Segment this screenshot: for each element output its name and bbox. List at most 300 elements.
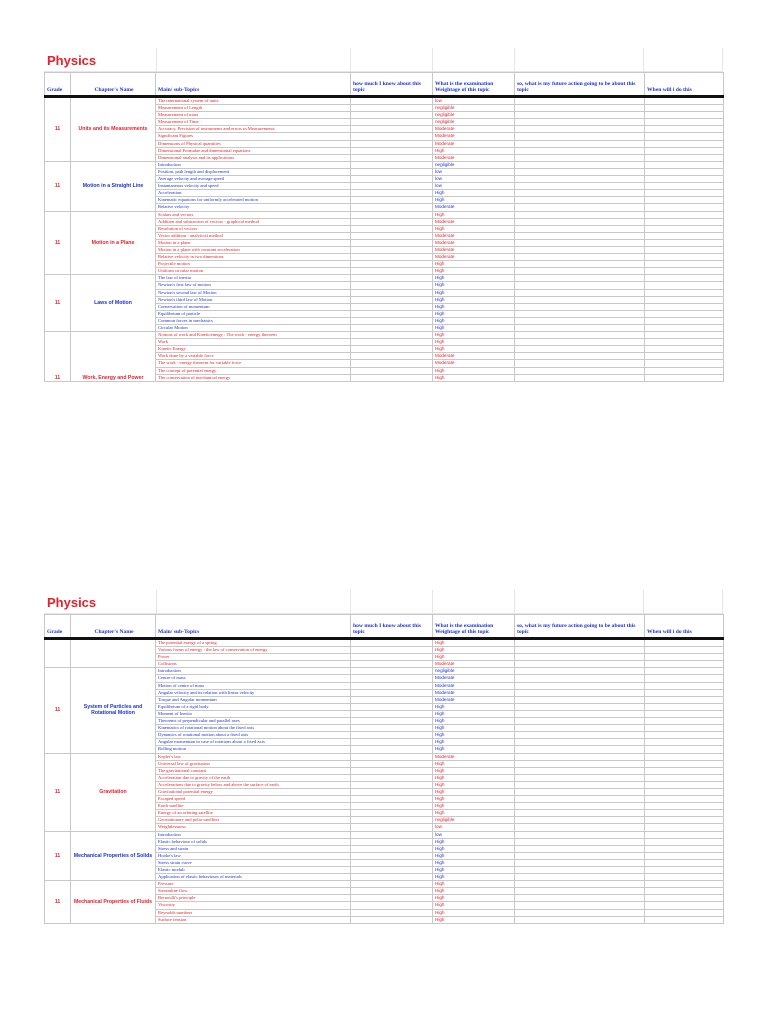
knowledge-cell[interactable]: [351, 112, 433, 119]
when-cell[interactable]: [645, 696, 724, 703]
header-row: [45, 73, 724, 97]
when-cell[interactable]: [645, 654, 724, 661]
table-row: [45, 753, 724, 760]
header-grade: Grade: [45, 615, 71, 639]
knowledge-cell[interactable]: [351, 332, 433, 339]
knowledge-cell[interactable]: [351, 126, 433, 133]
action-cell[interactable]: [515, 725, 645, 732]
when-cell[interactable]: [645, 211, 724, 218]
knowledge-cell[interactable]: [351, 796, 433, 803]
when-cell[interactable]: [645, 140, 724, 147]
action-cell[interactable]: [515, 796, 645, 803]
when-cell[interactable]: [645, 282, 724, 289]
action-cell[interactable]: [515, 325, 645, 332]
knowledge-cell[interactable]: [351, 817, 433, 824]
when-cell[interactable]: [645, 668, 724, 675]
weightage-cell: High: [433, 867, 515, 874]
when-cell[interactable]: [645, 796, 724, 803]
action-cell[interactable]: [515, 254, 645, 261]
knowledge-cell[interactable]: [351, 710, 433, 717]
topic-cell: Surface tension: [156, 916, 351, 923]
knowledge-cell[interactable]: [351, 346, 433, 353]
when-cell[interactable]: [645, 105, 724, 112]
when-cell[interactable]: [645, 268, 724, 275]
when-cell[interactable]: [645, 112, 724, 119]
knowledge-cell[interactable]: [351, 902, 433, 909]
knowledge-cell[interactable]: [351, 803, 433, 810]
action-cell[interactable]: [515, 689, 645, 696]
when-cell[interactable]: [645, 909, 724, 916]
knowledge-cell[interactable]: [351, 268, 433, 275]
when-cell[interactable]: [645, 97, 724, 105]
action-cell[interactable]: [515, 161, 645, 168]
when-cell[interactable]: [645, 867, 724, 874]
action-cell[interactable]: [515, 661, 645, 668]
knowledge-cell[interactable]: [351, 183, 433, 190]
knowledge-cell[interactable]: [351, 119, 433, 126]
topic-cell: The conservation of mechanical energy: [156, 374, 351, 381]
knowledge-cell[interactable]: [351, 654, 433, 661]
weightage-cell: High: [433, 346, 515, 353]
when-cell[interactable]: [645, 874, 724, 881]
knowledge-cell[interactable]: [351, 232, 433, 239]
when-cell[interactable]: [645, 774, 724, 781]
topic-cell: Introduction: [156, 831, 351, 838]
knowledge-cell[interactable]: [351, 746, 433, 753]
action-cell[interactable]: [515, 211, 645, 218]
action-cell[interactable]: [515, 374, 645, 381]
when-cell[interactable]: [645, 916, 724, 923]
knowledge-cell[interactable]: [351, 204, 433, 211]
knowledge-cell[interactable]: [351, 895, 433, 902]
action-cell[interactable]: [515, 310, 645, 317]
knowledge-cell[interactable]: [351, 781, 433, 788]
weightage-cell: High: [433, 367, 515, 374]
topic-cell: Elastic behaviour of solids: [156, 838, 351, 845]
knowledge-cell[interactable]: [351, 675, 433, 682]
action-cell[interactable]: [515, 753, 645, 760]
when-cell[interactable]: [645, 317, 724, 324]
header-knowledge: how much I know about this topic: [351, 73, 433, 97]
when-cell[interactable]: [645, 725, 724, 732]
action-cell[interactable]: [515, 838, 645, 845]
header-knowledge: how much I know about this topic: [351, 615, 433, 639]
weightage-cell: High: [433, 332, 515, 339]
action-cell[interactable]: [515, 147, 645, 154]
when-cell[interactable]: [645, 218, 724, 225]
when-cell[interactable]: [645, 817, 724, 824]
when-cell[interactable]: [645, 824, 724, 831]
knowledge-cell[interactable]: [351, 696, 433, 703]
topics-table: [44, 614, 724, 924]
action-cell[interactable]: [515, 845, 645, 852]
when-cell[interactable]: [645, 119, 724, 126]
chapter-name-cell: Mechanical Properties of Solids: [71, 831, 156, 881]
action-cell[interactable]: [515, 105, 645, 112]
when-cell[interactable]: [645, 239, 724, 246]
when-cell[interactable]: [645, 845, 724, 852]
when-cell[interactable]: [645, 760, 724, 767]
action-cell[interactable]: [515, 746, 645, 753]
knowledge-cell[interactable]: [351, 105, 433, 112]
when-cell[interactable]: [645, 788, 724, 795]
knowledge-cell[interactable]: [351, 668, 433, 675]
action-cell[interactable]: [515, 703, 645, 710]
action-cell[interactable]: [515, 268, 645, 275]
chapter-name-cell: Work, Energy and Power: [71, 332, 156, 382]
when-cell[interactable]: [645, 767, 724, 774]
when-cell[interactable]: [645, 126, 724, 133]
action-cell[interactable]: [515, 275, 645, 282]
when-cell[interactable]: [645, 852, 724, 859]
knowledge-cell[interactable]: [351, 310, 433, 317]
weightage-cell: High: [433, 739, 515, 746]
action-cell[interactable]: [515, 902, 645, 909]
when-cell[interactable]: [645, 746, 724, 753]
knowledge-cell[interactable]: [351, 739, 433, 746]
knowledge-cell[interactable]: [351, 732, 433, 739]
action-cell[interactable]: [515, 282, 645, 289]
when-cell[interactable]: [645, 246, 724, 253]
grade-cell: 11: [45, 275, 71, 332]
topics-table: [44, 72, 724, 382]
knowledge-cell[interactable]: [351, 874, 433, 881]
topic-cell: Angular momentum in case of rotations about a fixed axis: [156, 739, 351, 746]
when-cell[interactable]: [645, 154, 724, 161]
when-cell[interactable]: [645, 254, 724, 261]
knowledge-cell[interactable]: [351, 788, 433, 795]
knowledge-cell[interactable]: [351, 353, 433, 360]
when-cell[interactable]: [645, 176, 724, 183]
when-cell[interactable]: [645, 183, 724, 190]
knowledge-cell[interactable]: [351, 760, 433, 767]
when-cell[interactable]: [645, 831, 724, 838]
knowledge-cell[interactable]: [351, 689, 433, 696]
knowledge-cell[interactable]: [351, 810, 433, 817]
weightage-cell: negligible: [433, 817, 515, 824]
action-cell[interactable]: [515, 332, 645, 339]
when-cell[interactable]: [645, 895, 724, 902]
action-cell[interactable]: [515, 204, 645, 211]
action-cell[interactable]: [515, 133, 645, 140]
when-cell[interactable]: [645, 718, 724, 725]
knowledge-cell[interactable]: [351, 859, 433, 866]
action-cell[interactable]: [515, 881, 645, 888]
when-cell[interactable]: [645, 190, 724, 197]
topic-cell: Scalars and vectors: [156, 211, 351, 218]
knowledge-cell[interactable]: [351, 725, 433, 732]
knowledge-cell[interactable]: [351, 325, 433, 332]
when-cell[interactable]: [645, 682, 724, 689]
when-cell[interactable]: [645, 902, 724, 909]
topic-cell: Application of elastic behaviours of materials: [156, 874, 351, 881]
when-cell[interactable]: [645, 346, 724, 353]
action-cell[interactable]: [515, 367, 645, 374]
weightage-cell: Moderate: [433, 140, 515, 147]
knowledge-cell[interactable]: [351, 360, 433, 367]
topic-cell: Earth satellite: [156, 803, 351, 810]
grade-cell: [45, 639, 71, 668]
weightage-cell: High: [433, 275, 515, 282]
weightage-cell: low: [433, 176, 515, 183]
knowledge-cell[interactable]: [351, 282, 433, 289]
action-cell[interactable]: [515, 916, 645, 923]
action-cell[interactable]: [515, 781, 645, 788]
action-cell[interactable]: [515, 874, 645, 881]
when-cell[interactable]: [645, 261, 724, 268]
action-cell[interactable]: [515, 176, 645, 183]
action-cell[interactable]: [515, 909, 645, 916]
table-row: [45, 97, 724, 105]
when-cell[interactable]: [645, 689, 724, 696]
knowledge-cell[interactable]: [351, 881, 433, 888]
action-cell[interactable]: [515, 675, 645, 682]
action-cell[interactable]: [515, 774, 645, 781]
action-cell[interactable]: [515, 246, 645, 253]
knowledge-cell[interactable]: [351, 97, 433, 105]
action-cell[interactable]: [515, 339, 645, 346]
action-cell[interactable]: [515, 859, 645, 866]
when-cell[interactable]: [645, 296, 724, 303]
empty-cell: [644, 590, 723, 613]
when-cell[interactable]: [645, 147, 724, 154]
action-cell[interactable]: [515, 831, 645, 838]
when-cell[interactable]: [645, 888, 724, 895]
knowledge-cell[interactable]: [351, 296, 433, 303]
action-cell[interactable]: [515, 303, 645, 310]
when-cell[interactable]: [645, 647, 724, 654]
knowledge-cell[interactable]: [351, 852, 433, 859]
when-cell[interactable]: [645, 732, 724, 739]
knowledge-cell[interactable]: [351, 246, 433, 253]
action-cell[interactable]: [515, 140, 645, 147]
when-cell[interactable]: [645, 675, 724, 682]
weightage-cell: negligible: [433, 161, 515, 168]
knowledge-cell[interactable]: [351, 718, 433, 725]
topic-cell: Angular velocity and its relation with linear velocity: [156, 689, 351, 696]
action-cell[interactable]: [515, 183, 645, 190]
action-cell[interactable]: [515, 239, 645, 246]
knowledge-cell[interactable]: [351, 133, 433, 140]
topic-cell: Circular Motion: [156, 325, 351, 332]
knowledge-cell[interactable]: [351, 339, 433, 346]
table-row: [45, 831, 724, 838]
knowledge-cell[interactable]: [351, 831, 433, 838]
knowledge-cell[interactable]: [351, 317, 433, 324]
action-cell[interactable]: [515, 895, 645, 902]
action-cell[interactable]: [515, 668, 645, 675]
when-cell[interactable]: [645, 339, 724, 346]
knowledge-cell[interactable]: [351, 703, 433, 710]
when-cell[interactable]: [645, 161, 724, 168]
when-cell[interactable]: [645, 661, 724, 668]
title-row: [44, 48, 723, 72]
action-cell[interactable]: [515, 296, 645, 303]
action-cell[interactable]: [515, 190, 645, 197]
action-cell[interactable]: [515, 654, 645, 661]
action-cell[interactable]: [515, 112, 645, 119]
action-cell[interactable]: [515, 810, 645, 817]
knowledge-cell[interactable]: [351, 239, 433, 246]
when-cell[interactable]: [645, 374, 724, 381]
action-cell[interactable]: [515, 353, 645, 360]
table-row: [45, 881, 724, 888]
action-cell[interactable]: [515, 824, 645, 831]
action-cell[interactable]: [515, 696, 645, 703]
weightage-cell: High: [433, 796, 515, 803]
when-cell[interactable]: [645, 275, 724, 282]
chapter-name-cell: Laws of Motion: [71, 275, 156, 332]
action-cell[interactable]: [515, 197, 645, 204]
knowledge-cell[interactable]: [351, 867, 433, 874]
knowledge-cell[interactable]: [351, 190, 433, 197]
sheet-title: Physics: [44, 48, 157, 71]
when-cell[interactable]: [645, 232, 724, 239]
knowledge-cell[interactable]: [351, 303, 433, 310]
action-cell[interactable]: [515, 718, 645, 725]
knowledge-cell[interactable]: [351, 140, 433, 147]
knowledge-cell[interactable]: [351, 661, 433, 668]
action-cell[interactable]: [515, 218, 645, 225]
knowledge-cell[interactable]: [351, 211, 433, 218]
when-cell[interactable]: [645, 753, 724, 760]
action-cell[interactable]: [515, 126, 645, 133]
grade-cell: 11: [45, 668, 71, 753]
knowledge-cell[interactable]: [351, 225, 433, 232]
knowledge-cell[interactable]: [351, 682, 433, 689]
when-cell[interactable]: [645, 859, 724, 866]
knowledge-cell[interactable]: [351, 838, 433, 845]
when-cell[interactable]: [645, 810, 724, 817]
knowledge-cell[interactable]: [351, 218, 433, 225]
action-cell[interactable]: [515, 261, 645, 268]
topic-cell: Escaped speed: [156, 796, 351, 803]
knowledge-cell[interactable]: [351, 176, 433, 183]
knowledge-cell[interactable]: [351, 647, 433, 654]
action-cell[interactable]: [515, 360, 645, 367]
when-cell[interactable]: [645, 353, 724, 360]
knowledge-cell[interactable]: [351, 374, 433, 381]
knowledge-cell[interactable]: [351, 774, 433, 781]
knowledge-cell[interactable]: [351, 916, 433, 923]
when-cell[interactable]: [645, 710, 724, 717]
weightage-cell: High: [433, 781, 515, 788]
when-cell[interactable]: [645, 310, 724, 317]
knowledge-cell[interactable]: [351, 845, 433, 852]
weightage-cell: Moderate: [433, 675, 515, 682]
action-cell[interactable]: [515, 817, 645, 824]
knowledge-cell[interactable]: [351, 168, 433, 175]
empty-cell: [433, 48, 515, 71]
weightage-cell: negligible: [433, 112, 515, 119]
when-cell[interactable]: [645, 639, 724, 647]
when-cell[interactable]: [645, 360, 724, 367]
when-cell[interactable]: [645, 133, 724, 140]
action-cell[interactable]: [515, 852, 645, 859]
when-cell[interactable]: [645, 703, 724, 710]
action-cell[interactable]: [515, 803, 645, 810]
action-cell[interactable]: [515, 289, 645, 296]
action-cell[interactable]: [515, 732, 645, 739]
empty-cell: [515, 590, 645, 613]
knowledge-cell[interactable]: [351, 254, 433, 261]
topic-cell: The gravitational constant: [156, 767, 351, 774]
knowledge-cell[interactable]: [351, 909, 433, 916]
weightage-cell: High: [433, 197, 515, 204]
when-cell[interactable]: [645, 803, 724, 810]
action-cell[interactable]: [515, 710, 645, 717]
action-cell[interactable]: [515, 346, 645, 353]
action-cell[interactable]: [515, 888, 645, 895]
action-cell[interactable]: [515, 739, 645, 746]
knowledge-cell[interactable]: [351, 824, 433, 831]
action-cell[interactable]: [515, 154, 645, 161]
when-cell[interactable]: [645, 838, 724, 845]
knowledge-cell[interactable]: [351, 289, 433, 296]
when-cell[interactable]: [645, 289, 724, 296]
when-cell[interactable]: [645, 881, 724, 888]
action-cell[interactable]: [515, 225, 645, 232]
action-cell[interactable]: [515, 317, 645, 324]
knowledge-cell[interactable]: [351, 197, 433, 204]
weightage-cell: Moderate: [433, 154, 515, 161]
weightage-cell: High: [433, 902, 515, 909]
weightage-cell: Moderate: [433, 239, 515, 246]
when-cell[interactable]: [645, 739, 724, 746]
topic-cell: Elastic moduli: [156, 867, 351, 874]
knowledge-cell[interactable]: [351, 275, 433, 282]
knowledge-cell[interactable]: [351, 367, 433, 374]
action-cell[interactable]: [515, 119, 645, 126]
when-cell[interactable]: [645, 781, 724, 788]
action-cell[interactable]: [515, 767, 645, 774]
topic-cell: Gravitational potential energy: [156, 788, 351, 795]
when-cell[interactable]: [645, 332, 724, 339]
knowledge-cell[interactable]: [351, 161, 433, 168]
when-cell[interactable]: [645, 303, 724, 310]
action-cell[interactable]: [515, 682, 645, 689]
action-cell[interactable]: [515, 232, 645, 239]
when-cell[interactable]: [645, 168, 724, 175]
when-cell[interactable]: [645, 367, 724, 374]
topic-cell: Equilibrium of a rigid body: [156, 703, 351, 710]
when-cell[interactable]: [645, 204, 724, 211]
when-cell[interactable]: [645, 325, 724, 332]
weightage-cell: low: [433, 824, 515, 831]
knowledge-cell[interactable]: [351, 154, 433, 161]
header-weightage: What is the examination Weightage of this topic: [433, 615, 515, 639]
knowledge-cell[interactable]: [351, 888, 433, 895]
action-cell[interactable]: [515, 639, 645, 647]
action-cell[interactable]: [515, 867, 645, 874]
weightage-cell: High: [433, 718, 515, 725]
knowledge-cell[interactable]: [351, 147, 433, 154]
action-cell[interactable]: [515, 788, 645, 795]
weightage-cell: High: [433, 859, 515, 866]
action-cell[interactable]: [515, 168, 645, 175]
action-cell[interactable]: [515, 97, 645, 105]
knowledge-cell[interactable]: [351, 639, 433, 647]
knowledge-cell[interactable]: [351, 767, 433, 774]
when-cell[interactable]: [645, 197, 724, 204]
action-cell[interactable]: [515, 760, 645, 767]
action-cell[interactable]: [515, 647, 645, 654]
when-cell[interactable]: [645, 225, 724, 232]
knowledge-cell[interactable]: [351, 753, 433, 760]
table-row: [45, 161, 724, 168]
grade-cell: 11: [45, 753, 71, 831]
knowledge-cell[interactable]: [351, 261, 433, 268]
